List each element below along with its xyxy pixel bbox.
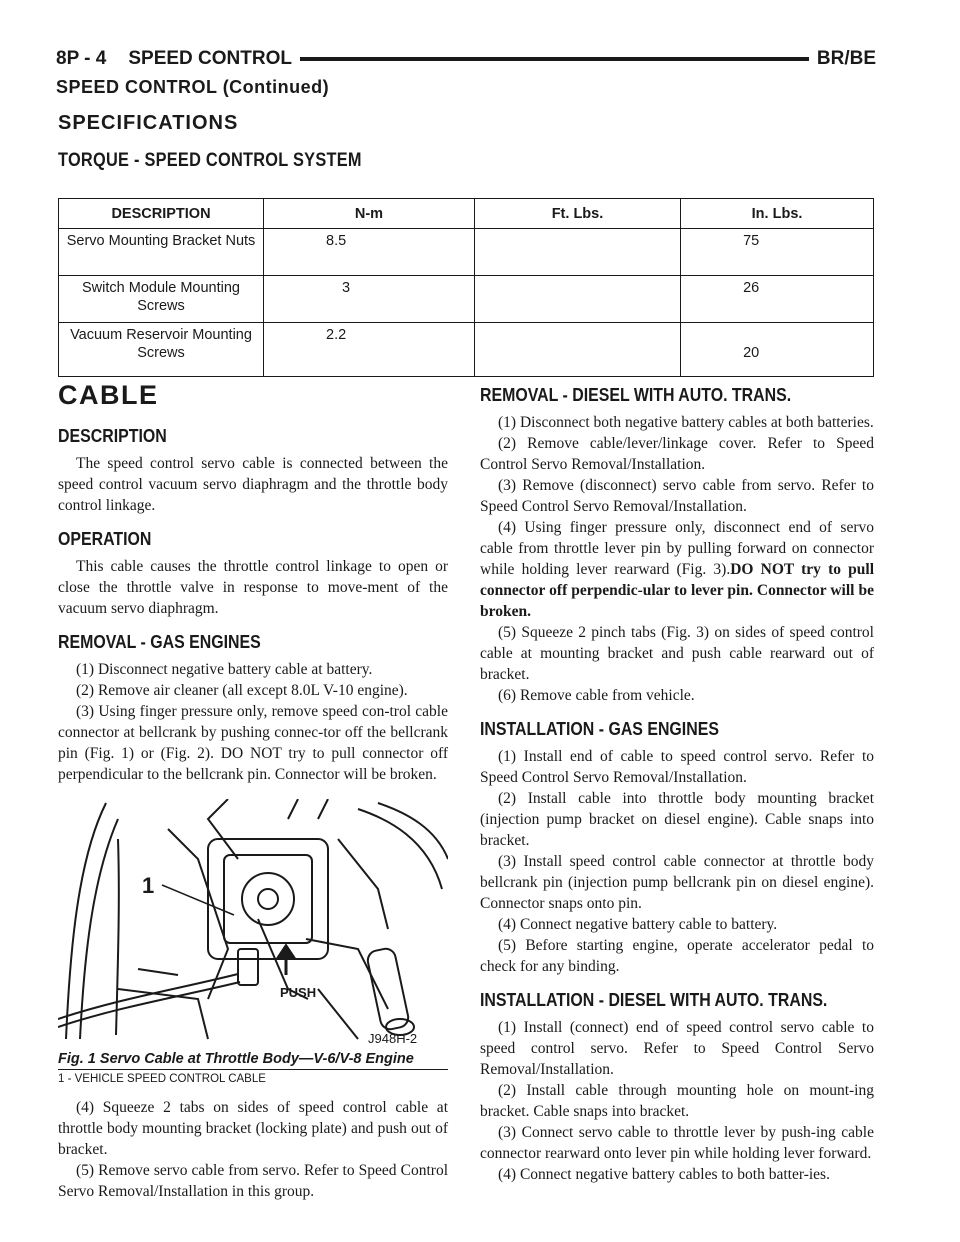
step-text: (2) Remove cable/lever/linkage cover. Refer to Speed Control Servo Removal/Installation. <box>480 435 874 473</box>
operation-heading: OPERATION <box>58 528 152 549</box>
step-text: (5) Before starting engine, operate accelerator pedal to check for any binding. <box>480 937 874 975</box>
operation-text: This cable causes the throttle control linkage to open or close the throttle valve in response to move-ment of the vacuum servo diaphragm. <box>58 558 448 617</box>
table-cell-in: 20 <box>681 323 874 377</box>
table-cell-description: Servo Mounting Bracket Nuts <box>59 229 264 276</box>
step-text: (3) Install speed control cable connector at throttle body bellcrank pin (injection pump bellcrank pin on diesel engine). Connector snaps onto pin. <box>480 853 874 912</box>
table-cell-description: Switch Module Mounting Screws <box>59 276 264 323</box>
step-text: (3) Remove (disconnect) servo cable from servo. Refer to Speed Control Servo Removal/Installation. <box>480 477 874 515</box>
table-row <box>59 323 874 377</box>
column-header: Ft. Lbs. <box>474 199 680 229</box>
step-text: (1) Install (connect) end of speed control servo cable to speed control servo. Refer to Speed Control Servo Removal/Installation. <box>480 1019 874 1078</box>
torque-table-title: TORQUE - SPEED CONTROL SYSTEM <box>58 150 362 171</box>
step4-text: (4) Using finger pressure only, disconnect end of servo cable from throttle lever pin by pulling forward on connector while holding lever rearward (Fig. 3). <box>480 519 874 578</box>
step-text: (1) Disconnect negative battery cable at battery. <box>76 661 373 678</box>
column-header: DESCRIPTION <box>59 199 264 229</box>
specifications-heading: SPECIFICATIONS <box>58 112 239 134</box>
page-header <box>56 46 876 72</box>
throttle-body-illustration <box>58 799 448 1047</box>
table-cell-in: 26 <box>681 276 874 323</box>
step-text: (1) Install end of cable to speed control servo. Refer to Speed Control Servo Removal/Installation. <box>480 748 874 786</box>
table-cell-ft <box>474 323 680 377</box>
table-row <box>59 276 874 323</box>
torque-spec-table <box>58 198 874 377</box>
push-label: PUSH <box>280 985 317 1000</box>
step-text: (3) Using finger pressure only, remove speed con-trol cable connector at bellcrank by pushing connec-tor off the bellcrank pin (Fig. 1) or (Fig. 2). DO NOT try to pull connector off perpendicular to the bellcrank pin. Connector will be broken. <box>58 703 448 783</box>
section-name: SPEED CONTROL <box>128 48 292 69</box>
figure-1 <box>58 799 448 1085</box>
figure-code: J948H-2 <box>368 1031 418 1046</box>
right-column <box>480 384 874 1185</box>
table-row <box>59 229 874 276</box>
description-text: The speed control servo cable is connected between the speed control vacuum servo diaphragm and the throttle body control linkage. <box>58 455 448 514</box>
step-text: (2) Remove air cleaner (all except 8.0L V-10 engine). <box>76 682 408 699</box>
step-text: (4) Connect negative battery cable to battery. <box>498 916 778 933</box>
model-code: BR/BE <box>809 46 876 72</box>
continued-heading: SPEED CONTROL (Continued) <box>56 77 330 97</box>
table-cell-nm: 3 <box>264 276 475 323</box>
step-text: (4) Connect negative battery cables to both batter-ies. <box>498 1166 830 1183</box>
header-left <box>56 46 300 72</box>
figure-legend: 1 - VEHICLE SPEED CONTROL CABLE <box>58 1073 266 1085</box>
figure-rule <box>58 1069 448 1070</box>
cable-heading: CABLE <box>58 380 159 410</box>
step-text <box>480 517 874 622</box>
step-text: (3) Connect servo cable to throttle lever by push-ing cable connector rearward onto lever pin while holding lever forward. <box>480 1124 874 1162</box>
description-heading: DESCRIPTION <box>58 425 167 446</box>
figure-caption: Fig. 1 Servo Cable at Throttle Body—V-6/V-8 Engine <box>58 1051 414 1067</box>
table-header-row <box>59 199 874 229</box>
removal-gas-heading: REMOVAL - GAS ENGINES <box>58 631 261 652</box>
step-text: (2) Install cable through mounting hole on mount-ing bracket. Cable snaps into bracket. <box>480 1082 874 1120</box>
step-text: (5) Squeeze 2 pinch tabs (Fig. 3) on sides of speed control cable at mounting bracket and push cable rearward out of bracket. <box>480 624 874 683</box>
install-gas-heading: INSTALLATION - GAS ENGINES <box>480 718 719 739</box>
removal-diesel-heading: REMOVAL - DIESEL WITH AUTO. TRANS. <box>480 384 792 405</box>
table-cell-nm: 2.2 <box>264 323 475 377</box>
page-number: 8P - 4 <box>56 48 107 69</box>
install-diesel-heading: INSTALLATION - DIESEL WITH AUTO. TRANS. <box>480 989 828 1010</box>
step-text: (5) Remove servo cable from servo. Refer to Speed Control Servo Removal/Installation in this group. <box>58 1162 448 1200</box>
left-column <box>58 378 448 1202</box>
table-cell-ft <box>474 276 680 323</box>
callout-number: 1 <box>142 873 155 898</box>
table-cell-description: Vacuum Reservoir Mounting Screws <box>59 323 264 377</box>
column-header: N-m <box>264 199 475 229</box>
table-cell-nm: 8.5 <box>264 229 475 276</box>
table-cell-ft <box>474 229 680 276</box>
table-cell-in: 75 <box>681 229 874 276</box>
column-header: In. Lbs. <box>681 199 874 229</box>
step-text: (6) Remove cable from vehicle. <box>498 687 695 704</box>
warning-text: DO NOT try to pull connector off perpendic-ular to lever pin. Connector will be broken. <box>480 561 874 620</box>
step-text: (4) Squeeze 2 tabs on sides of speed control cable at throttle body mounting bracket (locking plate) and push out of bracket. <box>58 1099 448 1158</box>
step-text: (2) Install cable into throttle body mounting bracket (injection pump bracket on diesel engine). Cable snaps into bracket. <box>480 790 874 849</box>
step-text: (1) Disconnect both negative battery cables at both batteries. <box>498 414 874 431</box>
